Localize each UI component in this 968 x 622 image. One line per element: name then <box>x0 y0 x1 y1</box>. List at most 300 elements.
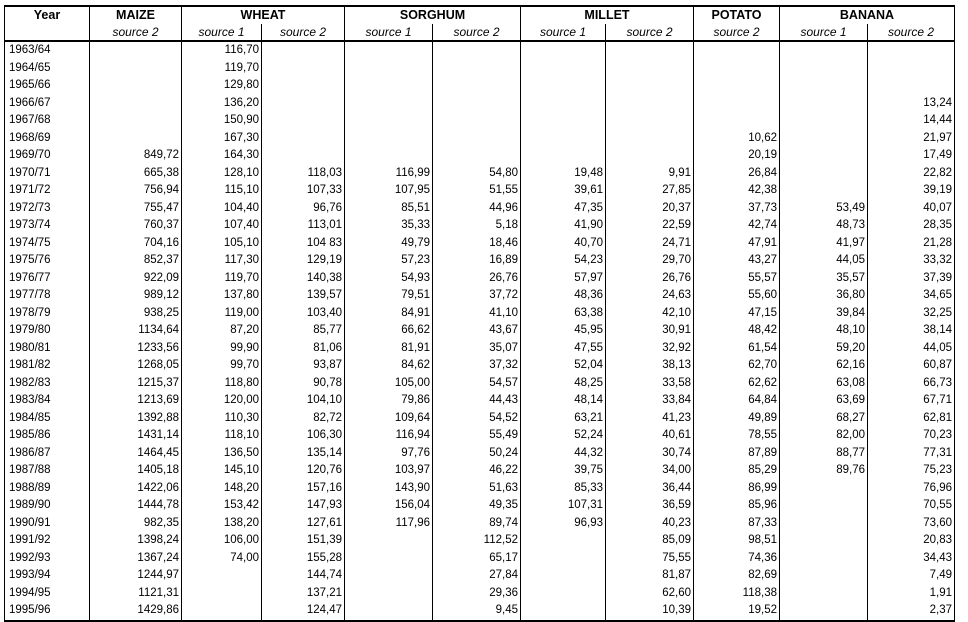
millet-s1-cell <box>521 130 606 148</box>
millet-s2-cell: 32,92 <box>606 340 694 358</box>
maize-s2-cell: 1367,24 <box>90 550 182 568</box>
year-cell: 1991/92 <box>5 532 90 550</box>
sorghum-s2-cell: 55,49 <box>433 427 521 445</box>
sorghum-s1-cell <box>345 550 433 568</box>
sorghum-s1-cell: 116,94 <box>345 427 433 445</box>
wheat-s1-cell: 137,80 <box>182 287 262 305</box>
year-cell: 1994/95 <box>5 585 90 603</box>
table-row <box>5 130 955 148</box>
banana-s1-cell <box>780 95 868 113</box>
maize-s2-cell: 1398,24 <box>90 532 182 550</box>
sorghum-s1-cell: 79,51 <box>345 287 433 305</box>
millet-s2-cell: 40,61 <box>606 427 694 445</box>
table-row <box>5 462 955 480</box>
sorghum-s1-cell <box>345 585 433 603</box>
millet-s1-cell: 54,23 <box>521 252 606 270</box>
table-row <box>5 165 955 183</box>
millet-source-1: source 1 <box>521 24 606 41</box>
millet-s1-cell: 96,93 <box>521 515 606 533</box>
banana-s2-cell: 33,32 <box>868 252 955 270</box>
millet-s2-cell: 62,60 <box>606 585 694 603</box>
wheat-s2-cell: 124,47 <box>262 602 345 621</box>
sorghum-s1-cell: 84,62 <box>345 357 433 375</box>
millet-s1-cell <box>521 77 606 95</box>
maize-s2-cell: 1213,69 <box>90 392 182 410</box>
potato-s2-cell: 49,89 <box>694 410 780 428</box>
maize-s2-cell: 1268,05 <box>90 357 182 375</box>
millet-s1-cell <box>521 60 606 78</box>
millet-s2-cell: 75,55 <box>606 550 694 568</box>
sorghum-s1-cell <box>345 112 433 130</box>
millet-s2-cell: 33,58 <box>606 375 694 393</box>
banana-s1-cell: 63,69 <box>780 392 868 410</box>
sorghum-s2-cell: 51,55 <box>433 182 521 200</box>
sorghum-s1-cell: 49,79 <box>345 235 433 253</box>
wheat-s1-cell: 136,20 <box>182 95 262 113</box>
potato-s2-cell: 85,96 <box>694 497 780 515</box>
sorghum-s2-cell <box>433 60 521 78</box>
banana-s2-cell: 77,31 <box>868 445 955 463</box>
wheat-s2-cell: 151,39 <box>262 532 345 550</box>
banana-s2-cell: 28,35 <box>868 217 955 235</box>
potato-s2-cell: 55,60 <box>694 287 780 305</box>
sorghum-s2-cell <box>433 77 521 95</box>
sorghum-s1-cell: 84,91 <box>345 305 433 323</box>
wheat-s1-cell: 136,50 <box>182 445 262 463</box>
wheat-s2-cell: 135,14 <box>262 445 345 463</box>
maize-s2-cell: 1464,45 <box>90 445 182 463</box>
table-row <box>5 340 955 358</box>
banana-s1-cell <box>780 602 868 621</box>
table-row <box>5 480 955 498</box>
wheat-s1-cell: 74,00 <box>182 550 262 568</box>
year-cell: 1993/94 <box>5 567 90 585</box>
wheat-s2-cell: 127,61 <box>262 515 345 533</box>
sorghum-s1-cell: 107,95 <box>345 182 433 200</box>
millet-s1-cell: 39,75 <box>521 462 606 480</box>
potato-s2-cell: 47,15 <box>694 305 780 323</box>
year-cell: 1977/78 <box>5 287 90 305</box>
wheat-s2-cell: 157,16 <box>262 480 345 498</box>
sorghum-s2-cell: 54,80 <box>433 165 521 183</box>
table-row <box>5 60 955 78</box>
sorghum-s1-cell: 79,86 <box>345 392 433 410</box>
millet-s1-cell: 48,14 <box>521 392 606 410</box>
sorghum-s2-cell <box>433 95 521 113</box>
table-row <box>5 427 955 445</box>
table-row <box>5 252 955 270</box>
banana-s1-cell <box>780 60 868 78</box>
wheat-s2-cell: 96,76 <box>262 200 345 218</box>
potato-s2-cell <box>694 60 780 78</box>
maize-s2-cell <box>90 41 182 60</box>
potato-s2-cell: 86,99 <box>694 480 780 498</box>
millet-header: MILLET <box>521 6 694 24</box>
year-cell: 1966/67 <box>5 95 90 113</box>
maize-s2-cell: 1215,37 <box>90 375 182 393</box>
year-cell: 1975/76 <box>5 252 90 270</box>
sorghum-s1-cell: 117,96 <box>345 515 433 533</box>
potato-s2-cell: 118,38 <box>694 585 780 603</box>
millet-s1-cell: 107,31 <box>521 497 606 515</box>
banana-s2-cell: 32,25 <box>868 305 955 323</box>
sorghum-s2-cell: 35,07 <box>433 340 521 358</box>
banana-s1-cell <box>780 497 868 515</box>
year-cell: 1985/86 <box>5 427 90 445</box>
millet-s1-cell: 47,55 <box>521 340 606 358</box>
wheat-s2-cell: 104,10 <box>262 392 345 410</box>
table-container <box>4 5 955 622</box>
wheat-s1-cell: 116,70 <box>182 41 262 60</box>
wheat-s1-cell: 118,80 <box>182 375 262 393</box>
millet-s2-cell <box>606 60 694 78</box>
maize-s2-cell: 1422,06 <box>90 480 182 498</box>
sorghum-s1-cell: 54,93 <box>345 270 433 288</box>
millet-s2-cell: 30,91 <box>606 322 694 340</box>
banana-s2-cell: 22,82 <box>868 165 955 183</box>
sorghum-s2-cell <box>433 41 521 60</box>
wheat-s1-cell: 106,00 <box>182 532 262 550</box>
table-row <box>5 410 955 428</box>
wheat-s1-cell: 117,30 <box>182 252 262 270</box>
year-cell: 1979/80 <box>5 322 90 340</box>
maize-s2-cell <box>90 112 182 130</box>
banana-s2-cell: 34,65 <box>868 287 955 305</box>
sorghum-s2-cell: 26,76 <box>433 270 521 288</box>
year-cell: 1968/69 <box>5 130 90 148</box>
millet-s2-cell: 22,59 <box>606 217 694 235</box>
millet-source-2: source 2 <box>606 24 694 41</box>
table-row <box>5 112 955 130</box>
banana-s2-cell: 40,07 <box>868 200 955 218</box>
banana-s1-cell: 63,08 <box>780 375 868 393</box>
year-cell: 1980/81 <box>5 340 90 358</box>
table-row <box>5 77 955 95</box>
wheat-header: WHEAT <box>182 6 345 24</box>
wheat-s2-cell: 93,87 <box>262 357 345 375</box>
millet-s2-cell <box>606 130 694 148</box>
potato-s2-cell <box>694 77 780 95</box>
wheat-s1-cell: 99,90 <box>182 340 262 358</box>
sorghum-s1-cell: 35,33 <box>345 217 433 235</box>
potato-s2-cell: 37,73 <box>694 200 780 218</box>
sorghum-s2-cell: 41,10 <box>433 305 521 323</box>
table-row <box>5 147 955 165</box>
banana-s1-cell: 68,27 <box>780 410 868 428</box>
table-row <box>5 585 955 603</box>
millet-s2-cell: 10,39 <box>606 602 694 621</box>
banana-s2-cell: 21,97 <box>868 130 955 148</box>
millet-s2-cell: 40,23 <box>606 515 694 533</box>
potato-s2-cell: 26,84 <box>694 165 780 183</box>
banana-s2-cell: 37,39 <box>868 270 955 288</box>
maize-s2-cell <box>90 77 182 95</box>
banana-s2-cell: 39,19 <box>868 182 955 200</box>
banana-s1-cell: 82,00 <box>780 427 868 445</box>
wheat-s2-cell: 140,38 <box>262 270 345 288</box>
banana-s1-cell: 59,20 <box>780 340 868 358</box>
potato-s2-cell: 87,89 <box>694 445 780 463</box>
table-row <box>5 550 955 568</box>
banana-s1-cell <box>780 550 868 568</box>
banana-s1-cell <box>780 165 868 183</box>
sorghum-source-2: source 2 <box>433 24 521 41</box>
table-row <box>5 357 955 375</box>
wheat-s2-cell: 129,19 <box>262 252 345 270</box>
sorghum-s1-cell: 143,90 <box>345 480 433 498</box>
banana-s1-cell: 48,10 <box>780 322 868 340</box>
wheat-s2-cell: 139,57 <box>262 287 345 305</box>
table-body <box>5 41 955 621</box>
banana-s2-cell <box>868 60 955 78</box>
millet-s2-cell: 29,70 <box>606 252 694 270</box>
sorghum-s2-cell <box>433 147 521 165</box>
sorghum-s2-cell: 27,84 <box>433 567 521 585</box>
millet-s1-cell: 45,95 <box>521 322 606 340</box>
sorghum-s2-cell: 37,32 <box>433 357 521 375</box>
banana-s1-cell: 41,97 <box>780 235 868 253</box>
banana-s1-cell: 89,76 <box>780 462 868 480</box>
millet-s1-cell <box>521 550 606 568</box>
banana-s2-cell: 1,91 <box>868 585 955 603</box>
potato-s2-cell <box>694 41 780 60</box>
sorghum-s2-cell: 37,72 <box>433 287 521 305</box>
sorghum-s2-cell: 5,18 <box>433 217 521 235</box>
maize-header: MAIZE <box>90 6 182 24</box>
sorghum-s2-cell: 89,74 <box>433 515 521 533</box>
banana-s1-cell: 88,77 <box>780 445 868 463</box>
wheat-s1-cell: 115,10 <box>182 182 262 200</box>
maize-s2-cell: 1244,97 <box>90 567 182 585</box>
table-row <box>5 445 955 463</box>
wheat-s1-cell: 87,20 <box>182 322 262 340</box>
sorghum-s1-cell: 57,23 <box>345 252 433 270</box>
wheat-s1-cell: 153,42 <box>182 497 262 515</box>
maize-s2-cell: 704,16 <box>90 235 182 253</box>
maize-s2-cell: 665,38 <box>90 165 182 183</box>
year-cell: 1972/73 <box>5 200 90 218</box>
millet-s2-cell: 85,09 <box>606 532 694 550</box>
millet-s1-cell <box>521 585 606 603</box>
millet-s1-cell <box>521 567 606 585</box>
potato-header: POTATO <box>694 6 780 24</box>
table-row <box>5 322 955 340</box>
wheat-s1-cell: 119,00 <box>182 305 262 323</box>
banana-s1-cell <box>780 112 868 130</box>
millet-s1-cell: 19,48 <box>521 165 606 183</box>
millet-s2-cell: 36,44 <box>606 480 694 498</box>
wheat-s2-cell: 137,21 <box>262 585 345 603</box>
banana-s1-cell: 35,57 <box>780 270 868 288</box>
banana-s1-cell <box>780 182 868 200</box>
sorghum-s1-cell <box>345 77 433 95</box>
table-row <box>5 392 955 410</box>
maize-s2-cell: 1233,56 <box>90 340 182 358</box>
millet-s2-cell <box>606 147 694 165</box>
table-row <box>5 515 955 533</box>
wheat-s1-cell <box>182 585 262 603</box>
potato-s2-cell: 48,42 <box>694 322 780 340</box>
banana-s2-cell: 17,49 <box>868 147 955 165</box>
banana-s1-cell <box>780 515 868 533</box>
millet-s1-cell: 85,33 <box>521 480 606 498</box>
wheat-s2-cell <box>262 77 345 95</box>
sorghum-s2-cell: 29,36 <box>433 585 521 603</box>
wheat-s2-cell: 155,28 <box>262 550 345 568</box>
sorghum-s1-cell: 85,51 <box>345 200 433 218</box>
year-header: Year <box>5 6 90 41</box>
table-row <box>5 305 955 323</box>
banana-s1-cell <box>780 480 868 498</box>
sorghum-s2-cell <box>433 112 521 130</box>
potato-s2-cell <box>694 95 780 113</box>
year-cell: 1983/84 <box>5 392 90 410</box>
potato-s2-cell: 19,52 <box>694 602 780 621</box>
millet-s2-cell: 33,84 <box>606 392 694 410</box>
wheat-s2-cell <box>262 130 345 148</box>
maize-s2-cell: 1429,86 <box>90 602 182 621</box>
banana-s1-cell: 39,84 <box>780 305 868 323</box>
millet-s1-cell <box>521 112 606 130</box>
table-row <box>5 532 955 550</box>
banana-s2-cell: 62,81 <box>868 410 955 428</box>
potato-s2-cell: 20,19 <box>694 147 780 165</box>
sorghum-s2-cell: 43,67 <box>433 322 521 340</box>
maize-s2-cell: 982,35 <box>90 515 182 533</box>
group-header-row <box>5 6 955 24</box>
table-row <box>5 95 955 113</box>
potato-source-2: source 2 <box>694 24 780 41</box>
wheat-s1-cell: 99,70 <box>182 357 262 375</box>
potato-s2-cell: 62,62 <box>694 375 780 393</box>
maize-s2-cell: 849,72 <box>90 147 182 165</box>
table-row <box>5 567 955 585</box>
wheat-s1-cell: 120,00 <box>182 392 262 410</box>
millet-s2-cell: 24,71 <box>606 235 694 253</box>
wheat-s2-cell <box>262 60 345 78</box>
year-cell: 1995/96 <box>5 602 90 621</box>
millet-s1-cell <box>521 532 606 550</box>
sorghum-s1-cell: 97,76 <box>345 445 433 463</box>
banana-s2-cell: 67,71 <box>868 392 955 410</box>
millet-s1-cell <box>521 41 606 60</box>
banana-s2-cell <box>868 77 955 95</box>
maize-s2-cell: 989,12 <box>90 287 182 305</box>
banana-s2-cell: 14,44 <box>868 112 955 130</box>
millet-s2-cell: 9,91 <box>606 165 694 183</box>
maize-s2-cell: 922,09 <box>90 270 182 288</box>
table-row <box>5 375 955 393</box>
banana-s2-cell: 20,83 <box>868 532 955 550</box>
table-row <box>5 182 955 200</box>
source-header-row <box>5 24 955 41</box>
table-row <box>5 200 955 218</box>
maize-s2-cell <box>90 130 182 148</box>
potato-s2-cell: 64,84 <box>694 392 780 410</box>
sorghum-s1-cell: 81,91 <box>345 340 433 358</box>
banana-s1-cell <box>780 77 868 95</box>
wheat-s2-cell: 82,72 <box>262 410 345 428</box>
banana-s1-cell: 62,16 <box>780 357 868 375</box>
sorghum-s2-cell: 54,57 <box>433 375 521 393</box>
maize-s2-cell: 852,37 <box>90 252 182 270</box>
sorghum-source-1: source 1 <box>345 24 433 41</box>
year-cell: 1981/82 <box>5 357 90 375</box>
millet-s1-cell: 57,97 <box>521 270 606 288</box>
millet-s1-cell: 63,21 <box>521 410 606 428</box>
wheat-s1-cell: 105,10 <box>182 235 262 253</box>
maize-s2-cell: 1444,78 <box>90 497 182 515</box>
sorghum-header: SORGHUM <box>345 6 521 24</box>
year-cell: 1989/90 <box>5 497 90 515</box>
banana-s1-cell <box>780 532 868 550</box>
banana-s1-cell <box>780 147 868 165</box>
wheat-s2-cell: 120,76 <box>262 462 345 480</box>
banana-s2-cell: 7,49 <box>868 567 955 585</box>
year-cell: 1967/68 <box>5 112 90 130</box>
millet-s2-cell <box>606 77 694 95</box>
banana-source-1: source 1 <box>780 24 868 41</box>
millet-s1-cell: 52,04 <box>521 357 606 375</box>
year-cell: 1992/93 <box>5 550 90 568</box>
banana-s1-cell: 44,05 <box>780 252 868 270</box>
wheat-s2-cell: 107,33 <box>262 182 345 200</box>
banana-s2-cell: 44,05 <box>868 340 955 358</box>
year-cell: 1987/88 <box>5 462 90 480</box>
maize-s2-cell: 756,94 <box>90 182 182 200</box>
maize-s2-cell: 1431,14 <box>90 427 182 445</box>
table-row <box>5 235 955 253</box>
banana-s2-cell: 66,73 <box>868 375 955 393</box>
sorghum-s2-cell: 16,89 <box>433 252 521 270</box>
wheat-s1-cell: 104,40 <box>182 200 262 218</box>
millet-s1-cell: 41,90 <box>521 217 606 235</box>
millet-s1-cell: 48,25 <box>521 375 606 393</box>
millet-s1-cell <box>521 602 606 621</box>
year-cell: 1986/87 <box>5 445 90 463</box>
wheat-s1-cell: 145,10 <box>182 462 262 480</box>
year-cell: 1964/65 <box>5 60 90 78</box>
banana-s2-cell: 70,23 <box>868 427 955 445</box>
millet-s2-cell: 36,59 <box>606 497 694 515</box>
sorghum-s1-cell <box>345 41 433 60</box>
table-row <box>5 217 955 235</box>
millet-s2-cell: 27,85 <box>606 182 694 200</box>
table-header <box>5 6 955 41</box>
wheat-source-1: source 1 <box>182 24 262 41</box>
millet-s2-cell: 20,37 <box>606 200 694 218</box>
potato-s2-cell: 42,38 <box>694 182 780 200</box>
table-row <box>5 287 955 305</box>
table-row <box>5 497 955 515</box>
year-cell: 1963/64 <box>5 41 90 60</box>
sorghum-s2-cell: 65,17 <box>433 550 521 568</box>
sorghum-s1-cell <box>345 532 433 550</box>
maize-s2-cell: 1121,31 <box>90 585 182 603</box>
sorghum-s2-cell: 50,24 <box>433 445 521 463</box>
wheat-s1-cell: 119,70 <box>182 60 262 78</box>
wheat-s1-cell: 118,10 <box>182 427 262 445</box>
sorghum-s1-cell <box>345 95 433 113</box>
year-cell: 1976/77 <box>5 270 90 288</box>
millet-s2-cell <box>606 41 694 60</box>
sorghum-s1-cell: 103,97 <box>345 462 433 480</box>
banana-s2-cell: 38,14 <box>868 322 955 340</box>
sorghum-s1-cell <box>345 147 433 165</box>
sorghum-s1-cell <box>345 130 433 148</box>
sorghum-s1-cell: 116,99 <box>345 165 433 183</box>
wheat-s1-cell: 148,20 <box>182 480 262 498</box>
